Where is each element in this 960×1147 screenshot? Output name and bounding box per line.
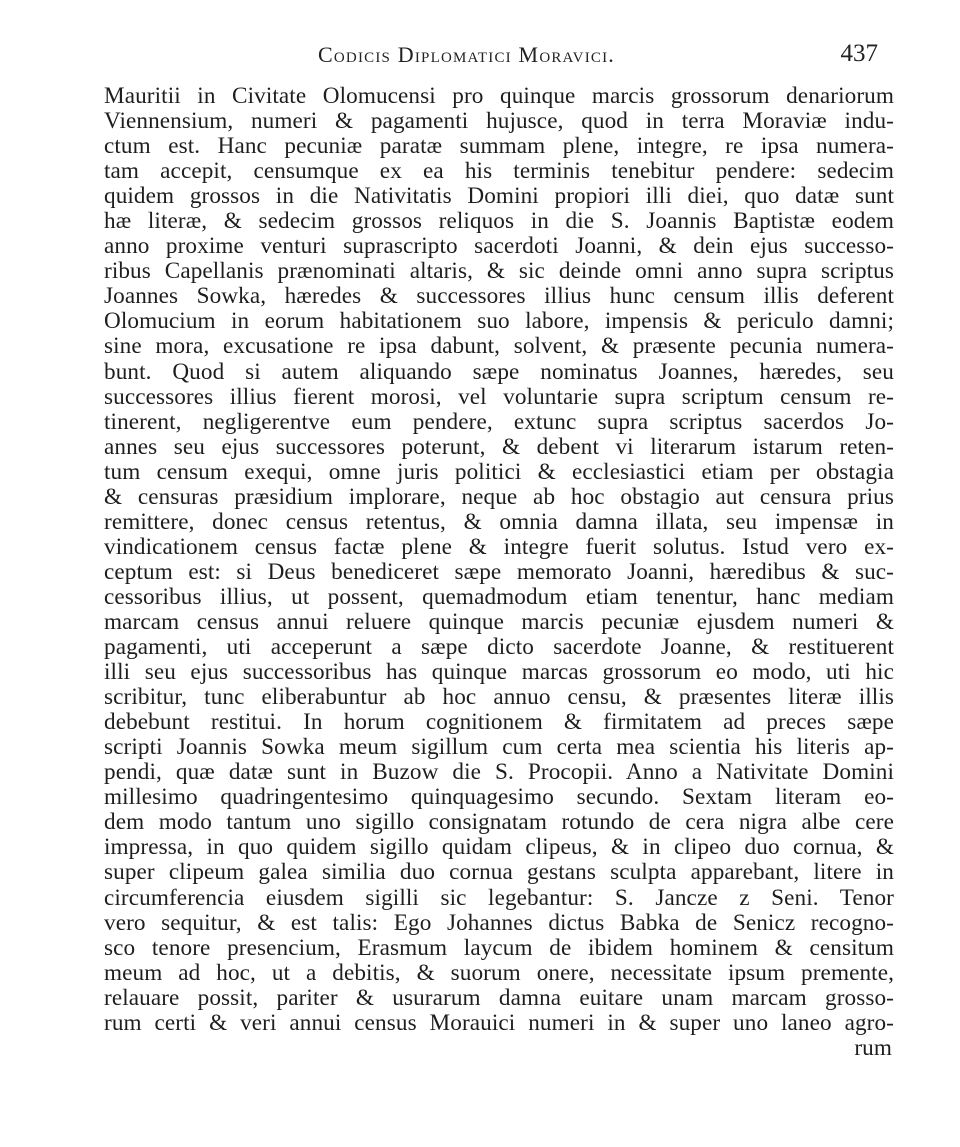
text-line: meum ad hoc, ut a debitis, & suorum onere, necessitate ipsum premente,	[104, 960, 894, 986]
header-title: Codicis Diplomatici Moravici.	[318, 42, 615, 67]
text-line: annes seu ejus successores poterunt, & debent vi literarum istarum reten-	[104, 434, 894, 460]
text-line: marcam census annui reluere quinque marcis pecuniæ ejusdem numeri &	[104, 609, 894, 635]
text-line: tam accepit, censumque ex ea his terminis tenebitur pendere: sedecim	[104, 159, 894, 185]
text-line: cessoribus illius, ut possent, quemadmodum etiam tenentur, hanc mediam	[104, 584, 894, 610]
text-line: ctum est. Hanc pecuniæ paratæ summam plene, integre, re ipsa numera-	[104, 134, 894, 160]
text-line: debebunt restitui. In horum cognitionem & firmitatem ad preces sæpe	[104, 710, 894, 736]
text-line: pagamenti, uti acceperunt a sæpe dicto sacerdote Joanne, & restituerent	[104, 635, 894, 661]
text-line: tum censum exequi, omne juris politici & ecclesiastici etiam per obstagia	[104, 459, 894, 485]
text-line: & censuras præsidium implorare, neque ab hoc obstagio aut censura prius	[104, 484, 894, 510]
text-line: dem modo tantum uno sigillo consignatam rotundo de cera nigra albe cere	[104, 810, 894, 836]
text-line: Joannes Sowka, hæredes & successores illius hunc censum illis deferent	[104, 284, 894, 310]
text-line: scribitur, tunc eliberabuntur ab hoc annuo censu, & præsentes literæ illis	[104, 685, 894, 711]
text-line: successores illius fierent morosi, vel voluntarie supra scriptum censum re-	[104, 384, 894, 410]
text-line: anno proxime venturi suprascripto sacerdoti Joanni, & dein ejus successo-	[104, 234, 894, 260]
text-line: ceptum est: si Deus benediceret sæpe memorato Joanni, hæredibus & suc-	[104, 559, 894, 585]
text-line: sine mora, excusatione re ipsa dabunt, solvent, & præsente pecunia numera-	[104, 334, 894, 360]
text-line: vindicationem census factæ plene & integre fuerit solutus. Istud vero ex-	[104, 534, 894, 560]
text-line: scripti Joannis Sowka meum sigillum cum certa mea scientia his literis ap-	[104, 735, 894, 761]
text-line: ribus Capellanis prænominati altaris, & sic deinde omni anno supra scriptus	[104, 259, 894, 285]
text-line: super clipeum galea similia duo cornua gestans sculpta apparebant, litere in	[104, 860, 894, 886]
text-line: Mauritii in Civitate Olomucensi pro quinque marcis grossorum denariorum	[104, 84, 894, 109]
text-line: sco tenore presencium, Erasmum laycum de ibidem hominem & censitum	[104, 935, 894, 961]
text-line: circumferencia eiusdem sigilli sic legebantur: S. Jancze z Seni. Tenor	[104, 885, 894, 911]
text-line: Viennensium, numeri & pagamenti hujusce, quod in terra Moraviæ indu-	[104, 109, 894, 135]
text-line: tinerent, negligerentve eum pendere, extunc supra scriptus sacerdos Jo-	[104, 409, 894, 435]
text-line: millesimo quadringentesimo quinquagesimo secundo. Sextam literam eo-	[104, 785, 894, 811]
text-line: hæ literæ, & sedecim grossos reliquos in die S. Joannis Baptistæ eodem	[104, 209, 894, 235]
text-line: relauare possit, pariter & usurarum damna euitare unam marcam grosso-	[104, 985, 894, 1011]
text-line: impressa, in quo quidem sigillo quidam clipeus, & in clipeo duo cornua, &	[104, 835, 894, 861]
text-line: rum certi & veri annui census Morauici numeri in & super uno laneo agro-	[104, 1010, 894, 1036]
body-text	[104, 84, 894, 1061]
text-line: bunt. Quod si autem aliquando sæpe nominatus Joannes, hæredes, seu	[104, 359, 894, 385]
text-line: quidem grossos in die Nativitatis Domini propiori illi diei, quo datæ sunt	[104, 184, 894, 210]
text-line-final: rum	[854, 1035, 892, 1061]
text-line: illi seu ejus successoribus has quinque marcas grossorum eo modo, uti hic	[104, 660, 894, 686]
text-line: Olomucium in eorum habitationem suo labore, impensis & periculo damni;	[104, 309, 894, 335]
text-line: remittere, donec census retentus, & omnia damna illata, seu impensæ in	[104, 509, 894, 535]
running-head	[108, 40, 878, 72]
text-line: vero sequitur, & est talis: Ego Johannes dictus Babka de Senicz recogno-	[104, 910, 894, 936]
page-number: 437	[840, 40, 878, 67]
text-line: pendi, quæ datæ sunt in Buzow die S. Procopii. Anno a Nativitate Domini	[104, 760, 894, 786]
